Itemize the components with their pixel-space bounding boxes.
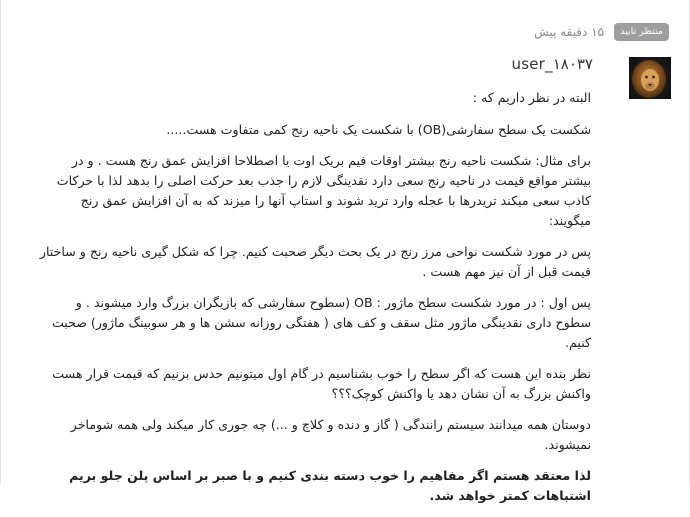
post-paragraph: دوستان همه میدانند سیستم رانندگی ( گاز و دنده و کلاچ و ...) چه جوری کار میکند ولی همه شوماخر نمیشوند. [70, 417, 591, 452]
status-badge: منتظر تایید [614, 23, 669, 41]
post-meta [534, 22, 669, 42]
post-time[interactable]: ۱۵ دقیقه پیش [534, 25, 605, 39]
avatar[interactable] [629, 57, 671, 99]
post-paragraph: لذا معتقد هستم اگر مفاهیم را خوب دسته بندی کنیم و با صبر بر اساس پلن جلو بریم اشتباهات کمتر خواهد شد. [69, 468, 591, 503]
post-paragraph: نظر بنده این هست که اگر سطح را خوب بشناسیم در گام اول میتونیم حدس بزنیم که قیمت قرار هست واکنش بزرگ به آن نشان دهد یا واکنش کوچک؟؟؟ [52, 366, 591, 401]
post-body [39, 88, 591, 517]
post-paragraph: شکست یک سطح سفارشی(OB) با شکست یک ناحیه رنج کمی متفاوت هست..... [166, 122, 591, 137]
post-paragraph: برای مثال: شکست ناحیه رنج بیشتر اوقات فیم بریک اوت یا اصطلاحا افزایش عمق رنج هست . و در بیشتر مواقع قیمت در ناحیه رنج سعی دارد نقدینگی لازم را جذب بعد حرکت اصلی را بدهد لذا با حرکات کاذب سعی میکند تریدرها با عجله وارد ترید شوند و استاپ آنها را میزند که به آن افزایش عمق رنج میگویند: [56, 153, 591, 228]
post-paragraph: البته در نظر داریم که : [472, 90, 591, 105]
lion-avatar-icon [629, 57, 671, 99]
post-paragraph: پس در مورد شکست نواحی مرز رنج در یک بحث دیگر صحبت کنیم. چرا که شکل گیری ناحیه رنج و ساختار قیمت قبل از آن نیز مهم هست . [39, 244, 591, 279]
username[interactable]: user_۱۸۰۳۷ [511, 55, 593, 73]
post-paragraph: پس اول : در مورد شکست سطح ماژور : OB (سطوح سفارشی که بازیگران بزرگ وارد میشوند . و سطوح داری نقدینگی ماژور مثل سقف و کف های ( هفتگی روزانه سشن ها و هر سوبینگ ماژور) صحبت کنیم. [51, 295, 591, 350]
